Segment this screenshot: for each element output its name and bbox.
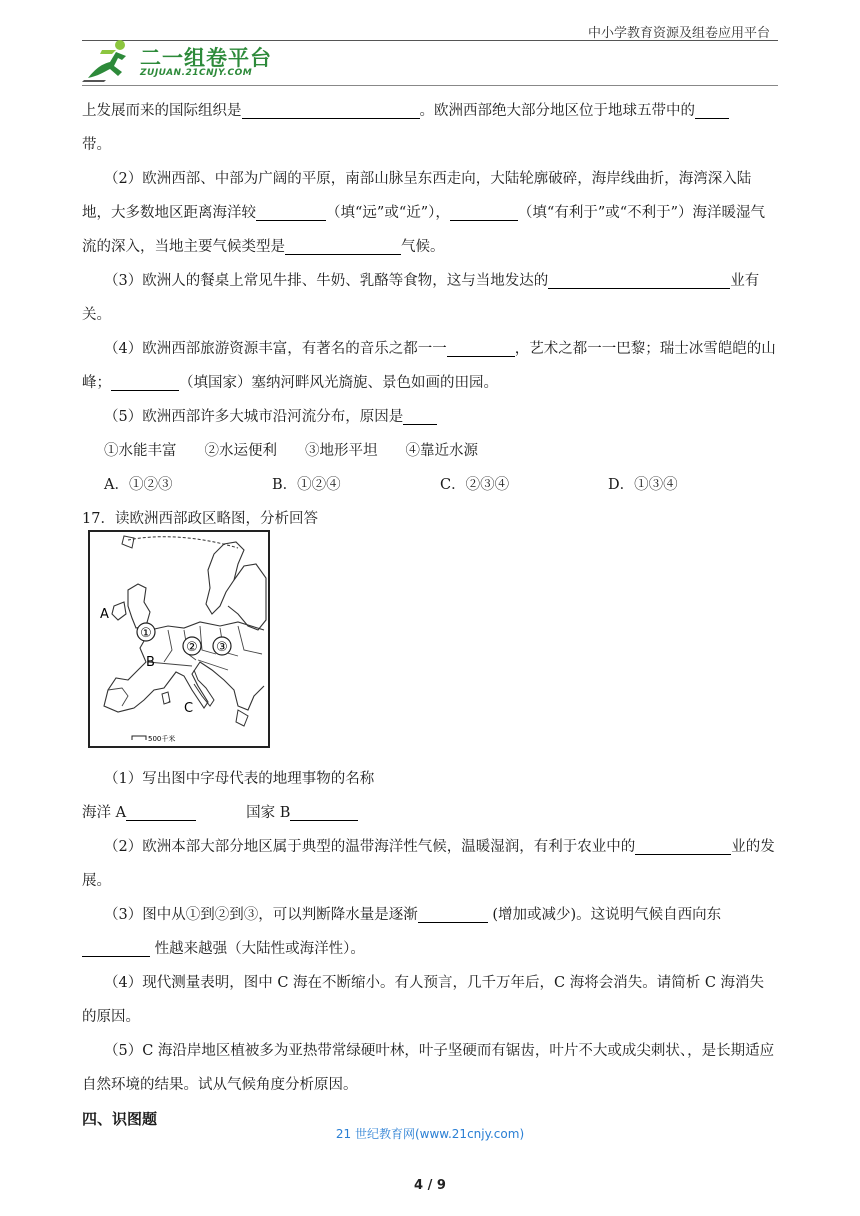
q17-part4: （4）现代测量表明，图中 C 海在不断缩小。有人预言，几千万年后，C 海将会消失。请简析 C 海消失的原因。 — [82, 975, 765, 1025]
answer-blank[interactable] — [450, 202, 518, 221]
logo-url: ZUJUAN.21CNJY.COM — [140, 68, 253, 78]
answer-blank[interactable] — [111, 372, 179, 391]
text: 业的发展。 — [82, 839, 775, 889]
text: （3）图中从①到②到③，可以判断降水量是逐渐 — [104, 907, 418, 923]
section-heading: 四、识图题 — [82, 1110, 158, 1128]
label-a: A — [100, 607, 109, 622]
reason-item: ①水能丰富 — [104, 443, 177, 459]
reason-item: ③地形平坦 — [305, 443, 378, 459]
q16-reasons — [82, 434, 778, 468]
answer-blank[interactable] — [635, 836, 731, 855]
choice-c[interactable]: C．②③④ — [440, 477, 510, 493]
answer-blank[interactable] — [418, 904, 488, 923]
answer-blank[interactable] — [285, 236, 401, 255]
q17-part2 — [82, 830, 778, 898]
platform-name: 中小学教育资源及组卷应用平台 — [587, 26, 770, 41]
text: 。欧洲西部绝大部分地区位于地球五带中的 — [419, 103, 695, 119]
answer-blank[interactable] — [403, 406, 437, 425]
q17-part3 — [82, 898, 778, 966]
answer-blank[interactable] — [82, 938, 150, 957]
q16-cont-line — [82, 94, 778, 162]
text: （2）欧洲西部、中部为广阔的平原，南部山脉呈东西走向，大陆轮廓破碎，海岸线曲折，海湾深入陆地，大多数地区距离海洋较 — [82, 171, 752, 221]
answer-blank[interactable] — [548, 270, 730, 289]
answer-blank[interactable] — [290, 802, 358, 821]
q16-choices — [82, 468, 778, 502]
text: （填国家）塞纳河畔风光旖旎、景色如画的田园。 — [179, 375, 498, 391]
answer-blank[interactable] — [447, 338, 515, 357]
q16-part5 — [82, 400, 778, 434]
marker-3-label: ③ — [216, 640, 228, 655]
marker-1-label: ① — [140, 626, 152, 641]
text: 气候。 — [401, 239, 445, 255]
q16-part4 — [82, 332, 778, 400]
text: 带。 — [82, 137, 111, 153]
europe-map — [88, 530, 270, 748]
runner-logo-icon — [82, 38, 138, 82]
text: ，艺术之都一一巴黎；瑞士冰雪皑皑的山峰； — [82, 341, 776, 391]
answer-blank[interactable] — [242, 100, 420, 119]
q17-title: 17．读欧洲西部政区略图，分析回答 — [82, 511, 318, 527]
text: （2）欧洲本部大部分地区属于典型的温带海洋性气候，温暖湿润，有利于农业中的 — [104, 839, 636, 855]
text: （填“有利于”或“不利于”）海洋暖湿气流的深入，当地主要气候类型是 — [82, 205, 766, 255]
label-b: B — [146, 655, 155, 670]
header-divider — [82, 85, 778, 86]
answer-blank[interactable] — [256, 202, 326, 221]
label-c: C — [184, 701, 194, 716]
choice-b[interactable]: B．①②④ — [272, 477, 341, 493]
reason-item: ②水运便利 — [204, 443, 277, 459]
q17-part1: （1）写出图中字母代表的地理事物的名称 — [104, 771, 375, 787]
answer-blank[interactable] — [695, 100, 729, 119]
q16-part2 — [82, 162, 778, 264]
reason-item: ④靠近水源 — [405, 443, 478, 459]
choice-a[interactable]: A．①②③ — [104, 477, 173, 493]
text: （5）欧洲西部许多大城市沿河流分布，原因是 — [104, 409, 404, 425]
text: （3）欧洲人的餐桌上常见牛排、牛奶、乳酪等食物，这与当地发达的 — [104, 273, 549, 289]
logo-title: 二一组卷平台 — [140, 46, 272, 70]
answer-blank[interactable] — [126, 802, 196, 821]
europe-political-map — [88, 530, 270, 748]
text: 国家 B — [246, 805, 291, 821]
map-dot: . — [168, 696, 171, 704]
scale-label: 500千米 — [148, 735, 176, 743]
q17-part5: （5）C 海沿岸地区植被多为亚热带常绿硬叶林，叶子坚硬而有锯齿，叶片不大或成尖刺状、，是长期适应自然环境的结果。试从气候角度分析原因。 — [82, 1043, 775, 1093]
text: 业有关。 — [82, 273, 760, 323]
text: （填“远”或“近”）， — [326, 205, 450, 221]
text: （4）欧洲西部旅游资源丰富，有著名的音乐之都一一 — [104, 341, 447, 357]
site-logo[interactable] — [82, 38, 282, 82]
choice-d[interactable]: D．①③④ — [608, 477, 678, 493]
q17-part1-answers — [82, 796, 778, 830]
text: 上发展而来的国际组织是 — [82, 103, 242, 119]
page-number: 4 / 9 — [414, 1178, 446, 1193]
marker-2-label: ② — [186, 640, 198, 655]
footer-link[interactable]: 21 世纪教育网(www.21cnjy.com) — [335, 1127, 525, 1141]
q16-part3 — [82, 264, 778, 332]
text: 海洋 A — [82, 805, 127, 821]
text: (增加或减少)。这说明气候自西向东 — [487, 907, 722, 923]
text: 性越来越强（大陆性或海洋性）。 — [150, 941, 365, 957]
